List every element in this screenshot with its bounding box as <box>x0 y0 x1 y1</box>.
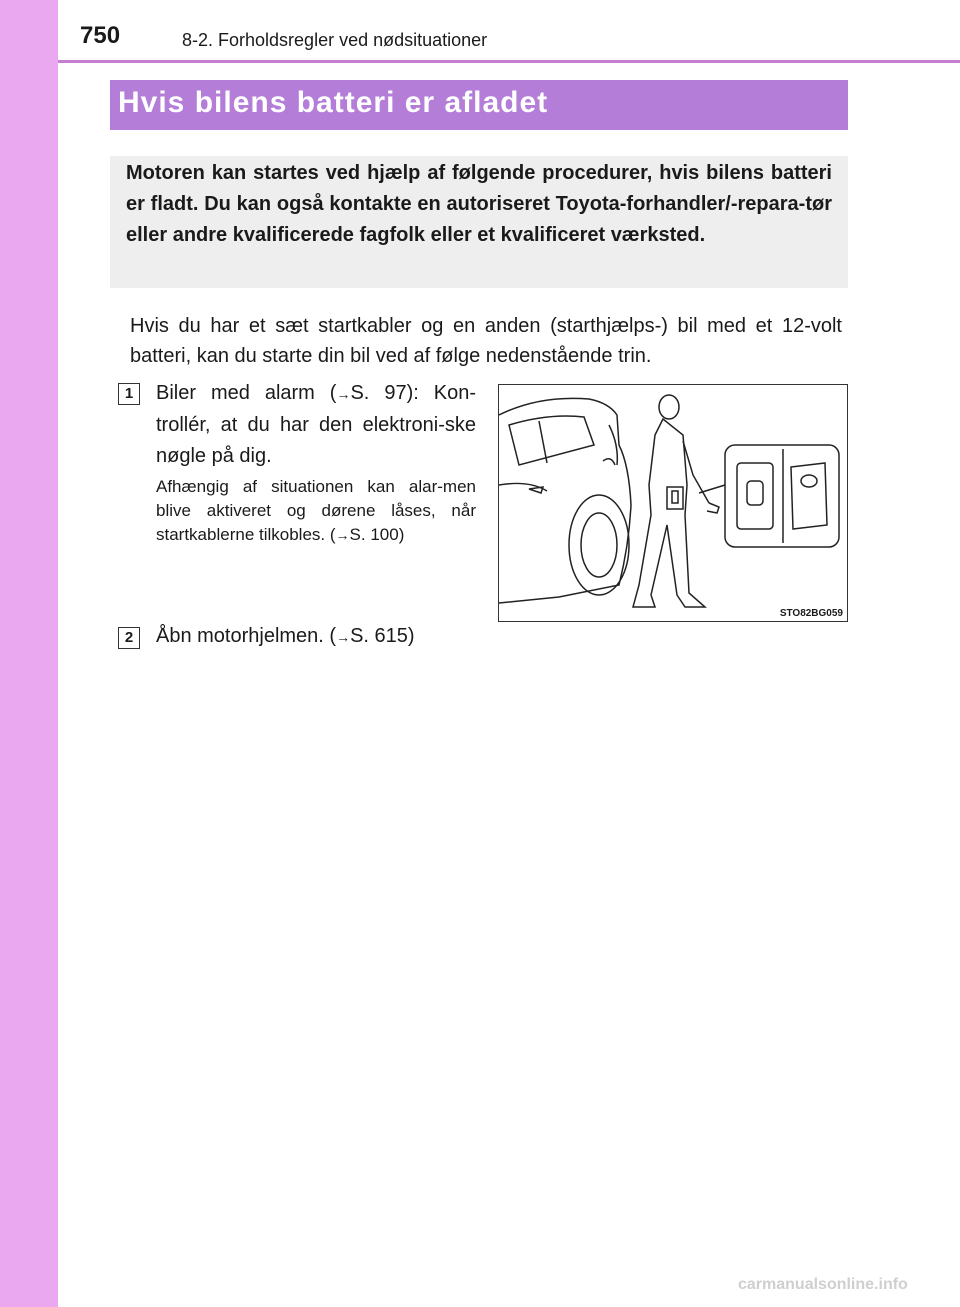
key-illustration <box>498 384 848 622</box>
section-title: Hvis bilens batteri er afladet <box>118 86 549 119</box>
reference-arrow-icon: → <box>336 386 351 402</box>
section-title-bar <box>110 80 848 130</box>
step-2-text <box>156 625 415 648</box>
page-number: 750 <box>80 22 121 49</box>
step-1-ref: S. 97 <box>350 382 407 404</box>
step-2-ref: S. 615 <box>350 625 408 647</box>
step-2-text-before: Åbn motorhjelmen. ( <box>156 625 337 647</box>
intro-box <box>110 156 848 288</box>
chapter-heading: 8-2. Forholdsregler ved nødsituationer <box>182 30 488 50</box>
step-1-note-after: ) <box>398 525 405 544</box>
illustration-code: STO82BG059 <box>779 608 843 619</box>
watermark: carmanualsonline.info <box>738 1276 908 1293</box>
car-person-key-drawing <box>499 385 847 621</box>
step-2-badge: 2 <box>118 627 140 649</box>
reference-arrow-icon: → <box>336 629 351 645</box>
body-paragraph: Hvis du har et sæt startkabler og en anden (starthjælps-) bil med et 12-volt batteri, kan du starte din bil ved af følge nedenstående trin. <box>130 315 842 367</box>
intro-text: Motoren kan startes ved hjælp af følgende procedurer, hvis bilens batteri er fladt. Du kan også kontakte en autoriseret Toyota-forhandler/-repara-tør eller andre kvalificerede fagfolk eller et kvalificeret værksted. <box>126 162 832 246</box>
step-1-note-before: Afhængig af situationen kan alar-men blive aktiveret og dørene låses, når startkablerne tilkobles. ( <box>156 477 476 544</box>
reference-arrow-icon: → <box>335 527 350 543</box>
step-1-text-after: ): Kon-trollér, at du har den elektroni-ske nøgle på dig. <box>156 382 476 467</box>
step-2-text-after: ) <box>407 625 415 647</box>
step-1-note-ref: S. 100 <box>349 525 399 544</box>
step-1-note <box>156 475 476 547</box>
step-1-text-before: Biler med alarm ( <box>156 382 337 404</box>
step-1-text <box>156 378 476 472</box>
header-rule <box>58 60 960 63</box>
side-tab-strip <box>0 0 58 1307</box>
step-1-badge: 1 <box>118 383 140 405</box>
